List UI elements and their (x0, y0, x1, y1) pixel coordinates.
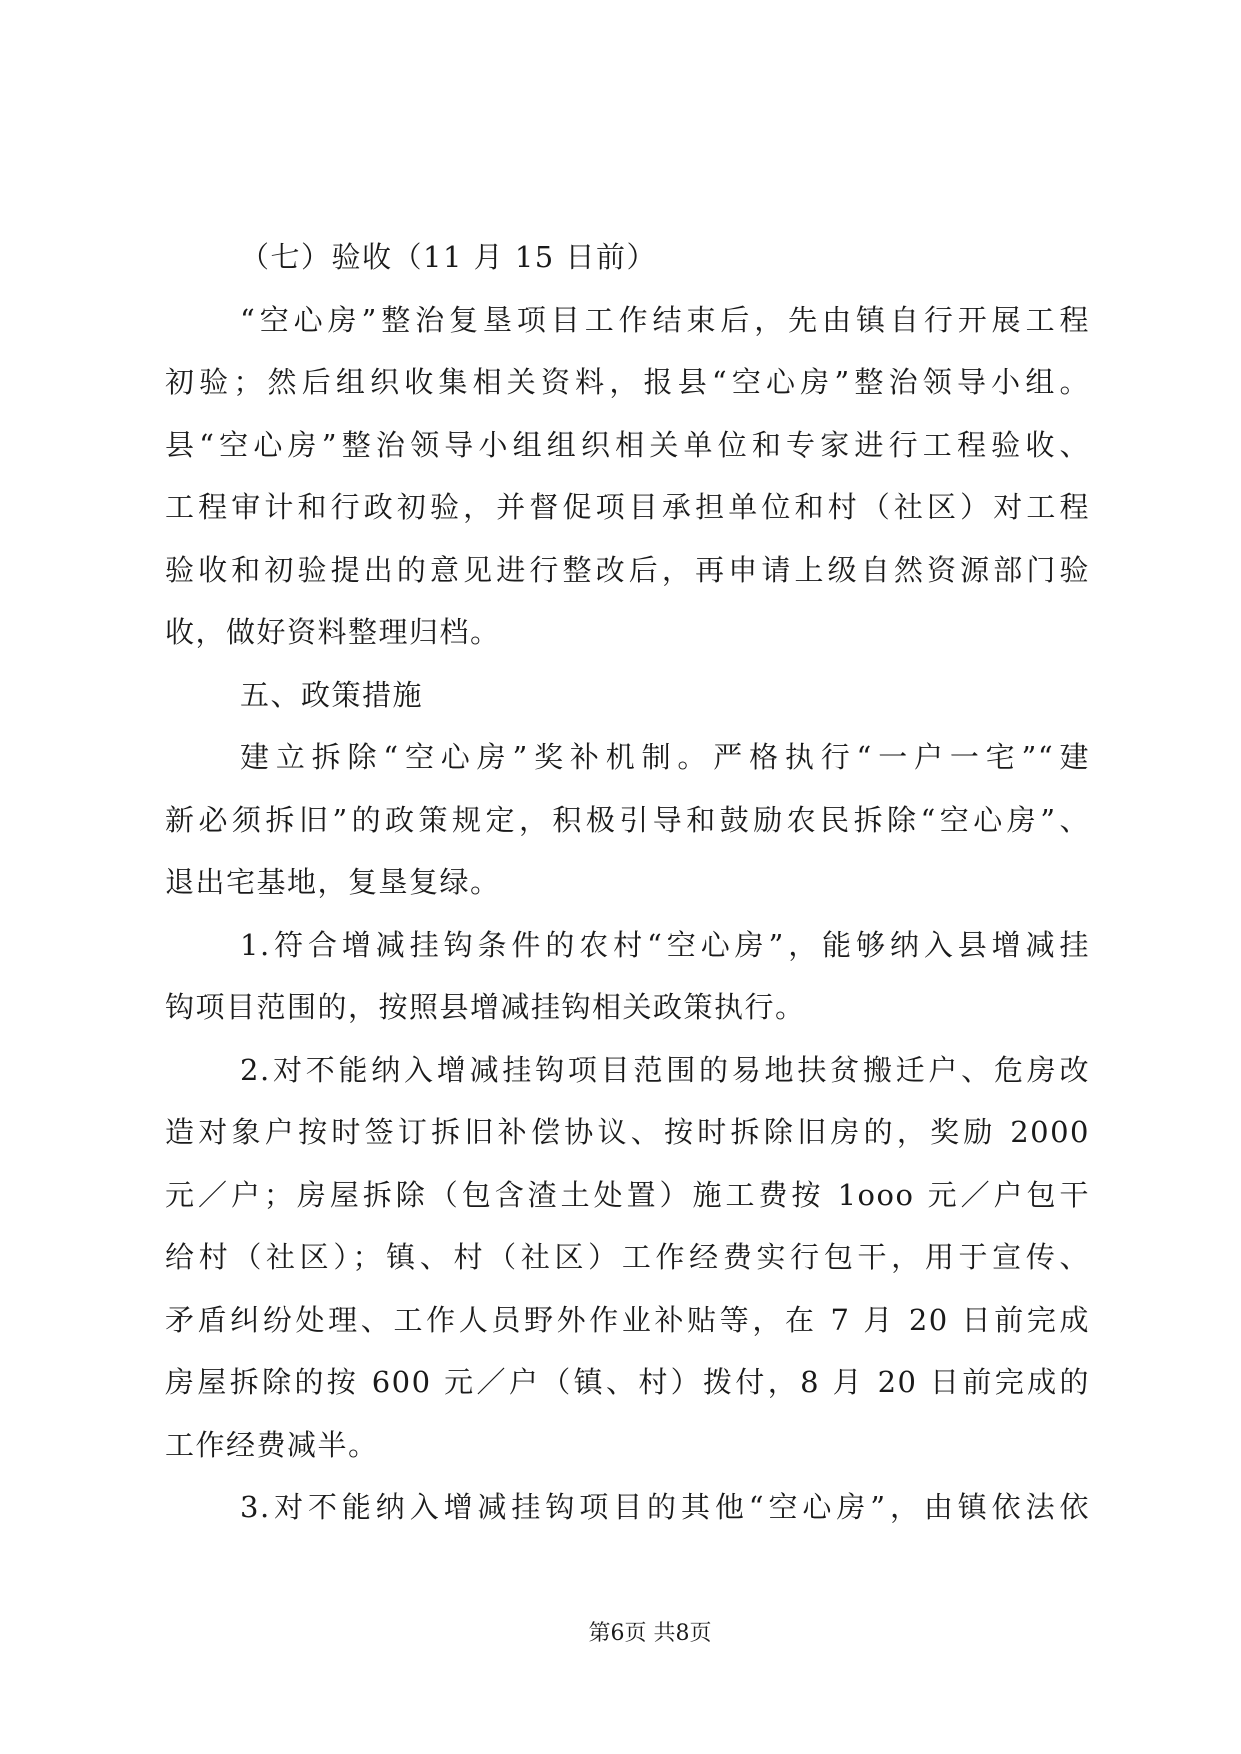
text-line: 造对象户按时签订拆旧补偿协议、按时拆除旧房的，奖励 2000 (165, 1115, 1090, 1149)
section-heading (165, 664, 1090, 727)
text-line: 建立拆除“空心房”奖补机制。严格执行“一户一宅”“建 (240, 740, 1090, 774)
text-line: 工作经费减半。 (165, 1427, 379, 1462)
body-paragraph (165, 289, 1090, 664)
text-line: “空心房”整治复垦项目工作结束后，先由镇自行开展工程 (240, 302, 1090, 337)
text-line: 初验；然后组织收集相关资料，报县“空心房”整治领导小组。 (165, 365, 1090, 399)
section-heading (165, 226, 1090, 289)
text-line: 给村（社区）；镇、村（社区）工作经费实行包干，用于宣传、 (165, 1240, 1090, 1274)
document-body (165, 226, 1090, 1539)
text-line: 退出宅基地，复垦复绿。 (165, 865, 501, 899)
body-paragraph (165, 1476, 1090, 1539)
text-line: 工程审计和行政初验，并督促项目承担单位和村（社区）对工程 (165, 490, 1090, 524)
body-paragraph (165, 914, 1090, 1039)
text-line: 3.对不能纳入增减挂钩项目的其他“空心房”，由镇依法依 (240, 1490, 1090, 1524)
body-paragraph (165, 1039, 1090, 1477)
page-footer: 第6页 共8页 (588, 1621, 712, 1646)
text-line: 县“空心房”整治领导小组组织相关单位和专家进行工程验收、 (165, 427, 1090, 462)
text-line: （七）验收（11 月 15 日前） (240, 240, 657, 274)
text-line: 新必须拆旧”的政策规定，积极引导和鼓励农民拆除“空心房”、 (165, 802, 1090, 837)
text-line: 矛盾纠纷处理、工作人员野外作业补贴等，在 7 月 20 日前完成 (165, 1302, 1090, 1337)
text-line: 验收和初验提出的意见进行整改后，再申请上级自然资源部门验 (165, 552, 1090, 587)
body-paragraph (165, 726, 1090, 914)
text-line: 1.符合增减挂钩条件的农村“空心房”，能够纳入县增减挂 (240, 927, 1090, 962)
text-line: 房屋拆除的按 600 元／户（镇、村）拨付，8 月 20 日前完成的 (165, 1365, 1090, 1399)
text-line: 五、政策措施 (240, 677, 424, 712)
text-line: 收，做好资料整理归档。 (165, 615, 501, 649)
text-line: 元／户；房屋拆除（包含渣土处置）施工费按 1ooo 元／户包干 (165, 1177, 1090, 1212)
text-line: 2.对不能纳入增减挂钩项目范围的易地扶贫搬迁户、危房改 (240, 1052, 1090, 1087)
text-line: 钩项目范围的，按照县增减挂钩相关政策执行。 (165, 990, 806, 1024)
